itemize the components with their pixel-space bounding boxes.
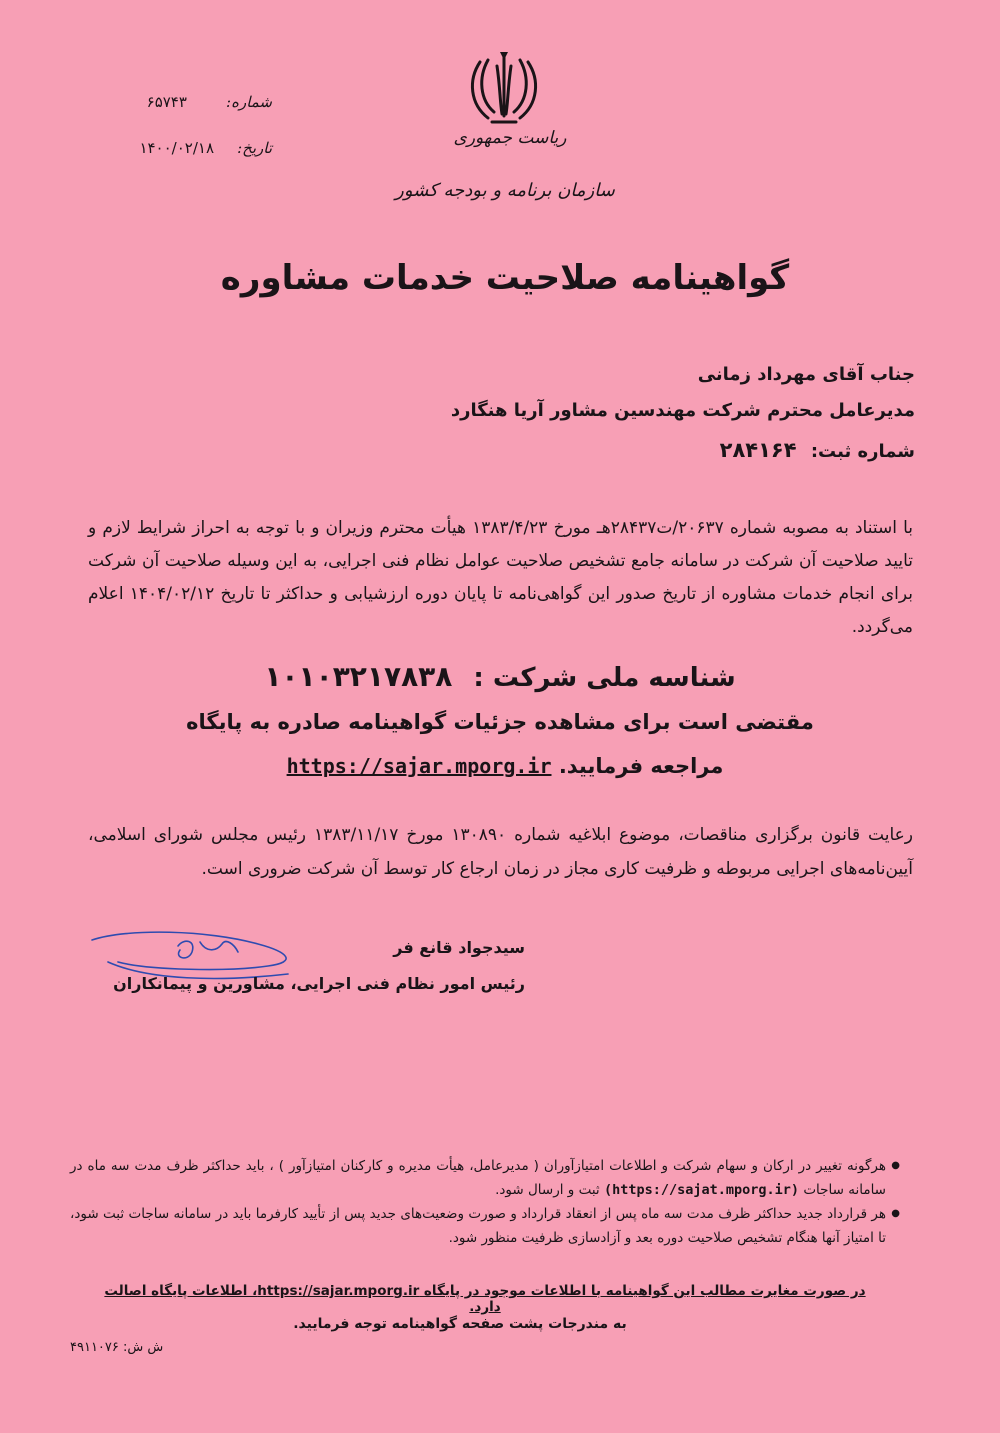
validity-warning: در صورت مغایرت مطالب این گواهینامه با اطلاعات موجود در پایگاه https://sajar.mporg.ir، اطلاعات پایگاه اصالت دارد. — [104, 1283, 866, 1315]
note-1-text: هرگونه تغییر در ارکان و سهام شرکت و اطلاعات امتیازآوران ( مدیرعامل، هیأت مدیره و کارکنان امتیازآور ) ، باید حداکثر ظرف مدت سه ماه در سامانه ساجات — [70, 1158, 886, 1198]
back-page-note: به مندرجات پشت صفحه گواهینامه توجه فرمایید. — [293, 1316, 627, 1332]
compliance-text: رعایت قانون برگزاری مناقصات، موضوع ابلاغیه شماره ۱۳۰۸۹۰ مورخ ۱۳۸۳/۱۱/۱۷ رئیس مجلس شورای اسلامی، آیین‌نامه‌های اجرایی مربوطه و ظرفیت کاری مجاز در زمان ارجاع کار توسط آن شرکت ضروری است. — [88, 825, 913, 879]
notes-section — [70, 1154, 900, 1250]
signatory-title: رئیس امور نظام فنی اجرایی، مشاورین و پیمانکاران — [113, 974, 525, 993]
certificate-body: با استناد به مصوبه شماره ۲۰۶۳۷/ت۲۸۴۳۷هـ مورخ ۱۳۸۳/۴/۲۳ هیأت محترم وزیران و با توجه به احراز شرایط لازم و تایید صلاحیت آن شرکت در سامانه جامع تشخیص صلاحیت عوامل نظام فنی اجرایی، به این وسیله صلاحیت آن شرکت برای انجام خدمات مشاوره از تاریخ صدور این گواهی‌نامه تا پایان دوره ارزشیابی و حداکثر تا تاریخ ۱۴۰۴/۰۲/۱۲ اعلام می‌گردد. — [88, 518, 913, 637]
signatory-name: سیدجواد قانع فر — [393, 938, 525, 957]
date-label: تاریخ: — [237, 139, 272, 157]
note-2-text: هر قرارداد جدید حداکثر ظرف مدت سه ماه پس از انعقاد قرارداد و صورت وضعیت‌های جدید پس از تأیید کارفرما باید در سامانه ساجات ثبت شود، تا امتیاز آنها هنگام تشخیص صلاحیت دوره بعد و آزادسازی ظرفیت منظور شود. — [70, 1206, 886, 1246]
addressee-company: مدیرعامل محترم شرکت مهندسین مشاور آریا هنگارد — [450, 400, 915, 421]
addressee-name: جناب آقای مهرداد زمانی — [697, 364, 915, 385]
org-name: سازمان برنامه و بودجه کشور — [395, 180, 615, 201]
number-row — [112, 92, 272, 111]
date-row — [112, 138, 272, 157]
serial-number: ش ش: ۴۹۱۱۰۷۶ — [70, 1340, 164, 1355]
reference-suffix: مراجعه فرمایید. — [558, 754, 724, 778]
date-value: ۱۴۰۰/۰۲/۱۸ — [139, 139, 214, 157]
reference-text: مقتضی است برای مشاهده جزئیات گواهینامه صادره به پایگاه — [186, 710, 814, 734]
registration-label: شماره ثبت: — [810, 441, 915, 462]
registration-row — [215, 438, 915, 462]
note-item — [70, 1202, 900, 1250]
note-1-suffix: ثبت و ارسال شود. — [495, 1182, 600, 1198]
sajar-link[interactable]: https://sajar.mporg.ir — [286, 754, 552, 778]
number-label: شماره: — [226, 93, 272, 111]
note-item — [70, 1154, 900, 1202]
registration-number: ۲۸۴۱۶۴ — [719, 438, 797, 462]
national-id-value: ۱۰۱۰۳۲۱۷۸۳۸ — [264, 660, 453, 693]
national-id-label: شناسه ملی شرکت : — [473, 663, 736, 693]
org-presidency: ریاست جمهوری — [453, 128, 567, 148]
sajat-link[interactable]: (https://sajat.mporg.ir) — [603, 1182, 800, 1198]
national-id-row — [250, 660, 750, 693]
reference-row — [200, 754, 800, 778]
number-value: ۶۵۷۴۳ — [146, 93, 187, 111]
iran-emblem-icon — [466, 52, 542, 126]
certificate-title: گواهینامه صلاحیت خدمات مشاوره — [220, 258, 790, 298]
